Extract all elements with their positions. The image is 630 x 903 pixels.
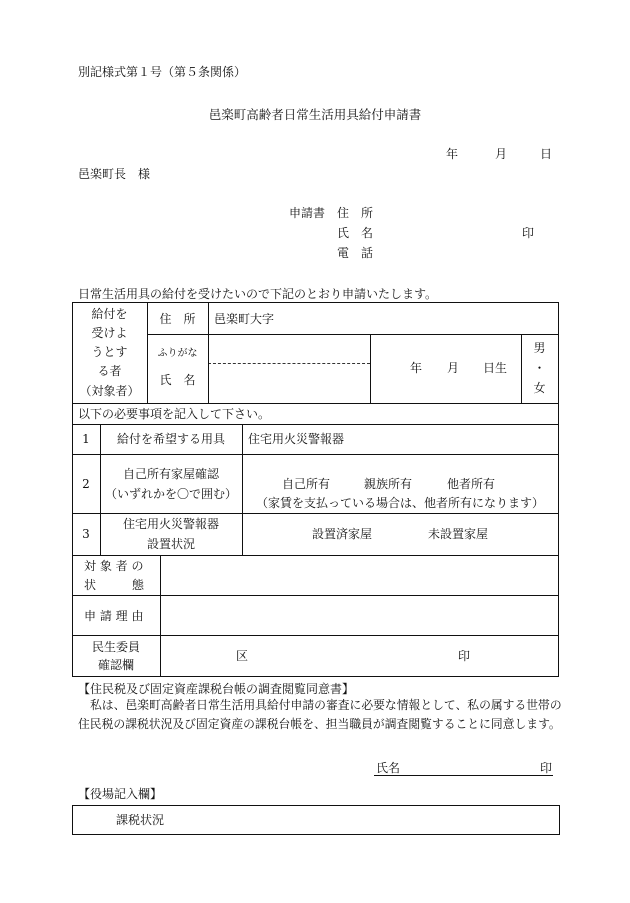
condition-label-2: 状 態 xyxy=(84,578,145,592)
row-2-number: 2 xyxy=(82,477,90,491)
consent-line-2: 住民税の課税状況及び固定資産の課税台帳を、担当職員が調査閲覧することに同意します。 xyxy=(78,717,561,731)
applicant-seal: 印 xyxy=(522,226,535,240)
row-3-number: 3 xyxy=(82,527,90,541)
office-heading: 【役場記入欄】 xyxy=(78,787,163,801)
table-line xyxy=(558,302,559,677)
tax-status-label: 課税状況 xyxy=(116,813,165,827)
table-line xyxy=(72,555,559,556)
row-3-label: 住宅用火災警報器 xyxy=(122,517,219,531)
target-label-4: る者 xyxy=(97,364,122,378)
birth-day: 日生 xyxy=(483,361,508,375)
table-line xyxy=(72,676,559,677)
option-relative-owned: 親族所有 xyxy=(364,477,413,491)
target-label-5: （対象者） xyxy=(79,384,140,398)
furigana-label: ふりがな xyxy=(157,348,198,359)
welfare-seal: 印 xyxy=(458,649,471,663)
address-label: 住 所 xyxy=(159,312,196,326)
address-value: 邑楽町大字 xyxy=(214,312,275,326)
row-1-value: 住宅用火災警報器 xyxy=(248,432,345,446)
birth-year: 年 xyxy=(410,361,423,375)
table-line xyxy=(72,403,559,404)
row-2-label: 自己所有家屋確認 xyxy=(122,467,219,481)
row-2-label-sub: （いずれかを〇で囲む） xyxy=(104,487,237,501)
table-line xyxy=(208,302,209,403)
table-line xyxy=(72,424,559,425)
date-day: 日 xyxy=(540,147,553,161)
table-line xyxy=(72,635,559,636)
consent-name-label: 氏名 xyxy=(376,761,401,775)
date-month: 月 xyxy=(495,147,508,161)
table-line xyxy=(72,513,559,514)
consent-seal: 印 xyxy=(540,761,553,775)
applicant-address-label: 住 所 xyxy=(337,206,374,220)
table-line xyxy=(72,302,559,303)
form-number: 別記様式第１号（第５条関係） xyxy=(78,65,247,79)
applicant-label: 申請書 xyxy=(289,206,326,220)
row-1-label: 給付を希望する用具 xyxy=(116,432,225,446)
page-title: 邑楽町高齢者日常生活用具給付申請書 xyxy=(208,107,422,122)
intro-text: 日常生活用具の給付を受けたいので下記のとおり申請いたします。 xyxy=(78,287,438,301)
condition-label-1: 対 象 者 の xyxy=(84,559,144,573)
sex-female: 女 xyxy=(533,381,546,395)
consent-line-1: 私は、邑楽町高齢者日常生活用具給付申請の審査に必要な情報として、私の属する世帯の xyxy=(90,698,562,712)
table-line xyxy=(370,334,371,403)
welfare-ward: 区 xyxy=(236,649,249,663)
option-installed: 設置済家屋 xyxy=(312,527,373,541)
sex-dot: ・ xyxy=(533,361,546,375)
table-line xyxy=(208,363,370,364)
target-label-3: うとす xyxy=(91,345,128,359)
birth-month: 月 xyxy=(447,361,460,375)
table-line xyxy=(242,424,243,555)
option-other-owned: 他者所有 xyxy=(447,477,496,491)
welfare-label-1: 民生委員 xyxy=(91,640,140,654)
addressee: 邑楽町長 様 xyxy=(78,167,151,181)
welfare-label-2: 確認欄 xyxy=(97,658,134,672)
row-1-number: 1 xyxy=(82,432,90,446)
instruction-text: 以下の必要事項を記入して下さい。 xyxy=(78,407,271,421)
option-not-installed: 未設置家屋 xyxy=(428,527,489,541)
reason-label: 申 請 理 由 xyxy=(84,609,144,623)
option-self-owned: 自己所有 xyxy=(282,477,331,491)
sex-male: 男 xyxy=(533,341,546,355)
row-2-note: （家賃を支払っている場合は、他者所有になります） xyxy=(256,496,545,510)
name-label: 氏 名 xyxy=(159,373,196,387)
row-3-label-sub: 設置状況 xyxy=(146,537,195,551)
table-line xyxy=(72,454,559,455)
date-year: 年 xyxy=(446,147,459,161)
target-label-1: 給付を xyxy=(91,307,128,321)
table-line xyxy=(160,555,161,676)
consent-signature-line xyxy=(374,775,553,776)
target-label-2: 受けよ xyxy=(91,326,128,340)
table-line xyxy=(72,595,559,596)
applicant-phone-label: 電 話 xyxy=(337,246,374,260)
applicant-name-label: 氏 名 xyxy=(337,226,374,240)
consent-heading: 【住民税及び固定資産課税台帳の調査閲覧同意書】 xyxy=(78,682,355,696)
